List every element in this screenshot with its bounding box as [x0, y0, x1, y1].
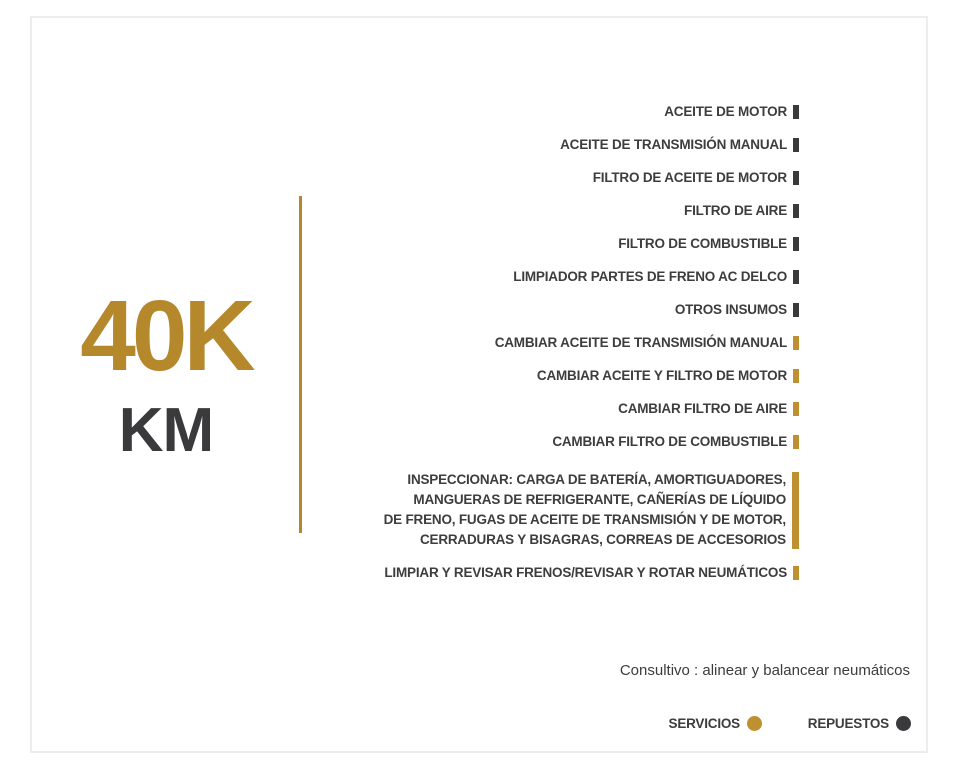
item-label: CAMBIAR FILTRO DE AIRE	[618, 401, 787, 416]
item-row	[384, 227, 799, 260]
milestone-value: 40K	[80, 280, 252, 392]
item-row	[384, 359, 799, 392]
item-label	[384, 470, 786, 550]
legend-label: REPUESTOS	[807, 716, 889, 731]
item-row	[384, 326, 799, 359]
item-label: FILTRO DE COMBUSTIBLE	[618, 236, 787, 251]
repuesto-marker-icon	[793, 237, 799, 251]
maintenance-card	[30, 16, 928, 753]
servicio-marker-icon	[792, 472, 799, 549]
legend-item-servicios	[669, 716, 762, 731]
item-label: CAMBIAR ACEITE DE TRANSMISIÓN MANUAL	[494, 335, 787, 350]
item-row	[384, 161, 799, 194]
item-row	[384, 194, 799, 227]
item-label: CAMBIAR FILTRO DE COMBUSTIBLE	[552, 434, 787, 449]
servicio-marker-icon	[793, 566, 799, 580]
item-label-line: CERRADURAS Y BISAGRAS, CORREAS DE ACCESORIOS	[419, 532, 786, 547]
repuesto-dot-icon	[896, 716, 911, 731]
item-label: FILTRO DE ACEITE DE MOTOR	[592, 170, 787, 185]
item-label-line: INSPECCIONAR: CARGA DE BATERÍA, AMORTIGUADORES,	[407, 472, 786, 487]
item-row	[384, 425, 799, 458]
item-row	[384, 470, 799, 550]
servicio-marker-icon	[793, 336, 799, 350]
servicio-marker-icon	[793, 369, 799, 383]
milestone-unit: KM	[118, 396, 214, 465]
item-label: ACEITE DE MOTOR	[664, 104, 787, 119]
milestone-block	[60, 280, 272, 465]
legend-label: SERVICIOS	[668, 716, 740, 731]
repuesto-marker-icon	[793, 105, 799, 119]
item-label: OTROS INSUMOS	[674, 302, 787, 317]
item-row	[384, 128, 799, 161]
item-label-line: MANGUERAS DE REFRIGERANTE, CAÑERÍAS DE LÍQUIDO	[413, 492, 786, 507]
item-row	[384, 392, 799, 425]
item-row	[384, 293, 799, 326]
repuesto-marker-icon	[793, 303, 799, 317]
item-row	[384, 95, 799, 128]
item-label: CAMBIAR ACEITE Y FILTRO DE MOTOR	[536, 368, 787, 383]
servicio-dot-icon	[747, 716, 762, 731]
repuesto-marker-icon	[793, 270, 799, 284]
item-row	[384, 556, 799, 589]
item-row	[384, 260, 799, 293]
service-items-list	[384, 95, 799, 589]
servicio-marker-icon	[793, 402, 799, 416]
item-label-line: DE FRENO, FUGAS DE ACEITE DE TRANSMISIÓN Y DE MOTOR,	[383, 512, 786, 527]
repuesto-marker-icon	[793, 204, 799, 218]
legend-item-repuestos	[808, 716, 911, 731]
vertical-divider	[299, 196, 302, 533]
item-label: ACEITE DE TRANSMISIÓN MANUAL	[560, 137, 787, 152]
repuesto-marker-icon	[793, 171, 799, 185]
item-label: LIMPIADOR PARTES DE FRENO AC DELCO	[513, 269, 787, 284]
item-label: FILTRO DE AIRE	[684, 203, 787, 218]
advisory-note: Consultivo : alinear y balancear neumáticos	[619, 662, 910, 679]
repuesto-marker-icon	[793, 138, 799, 152]
item-label: LIMPIAR Y REVISAR FRENOS/REVISAR Y ROTAR NEUMÁTICOS	[384, 565, 787, 580]
servicio-marker-icon	[793, 435, 799, 449]
